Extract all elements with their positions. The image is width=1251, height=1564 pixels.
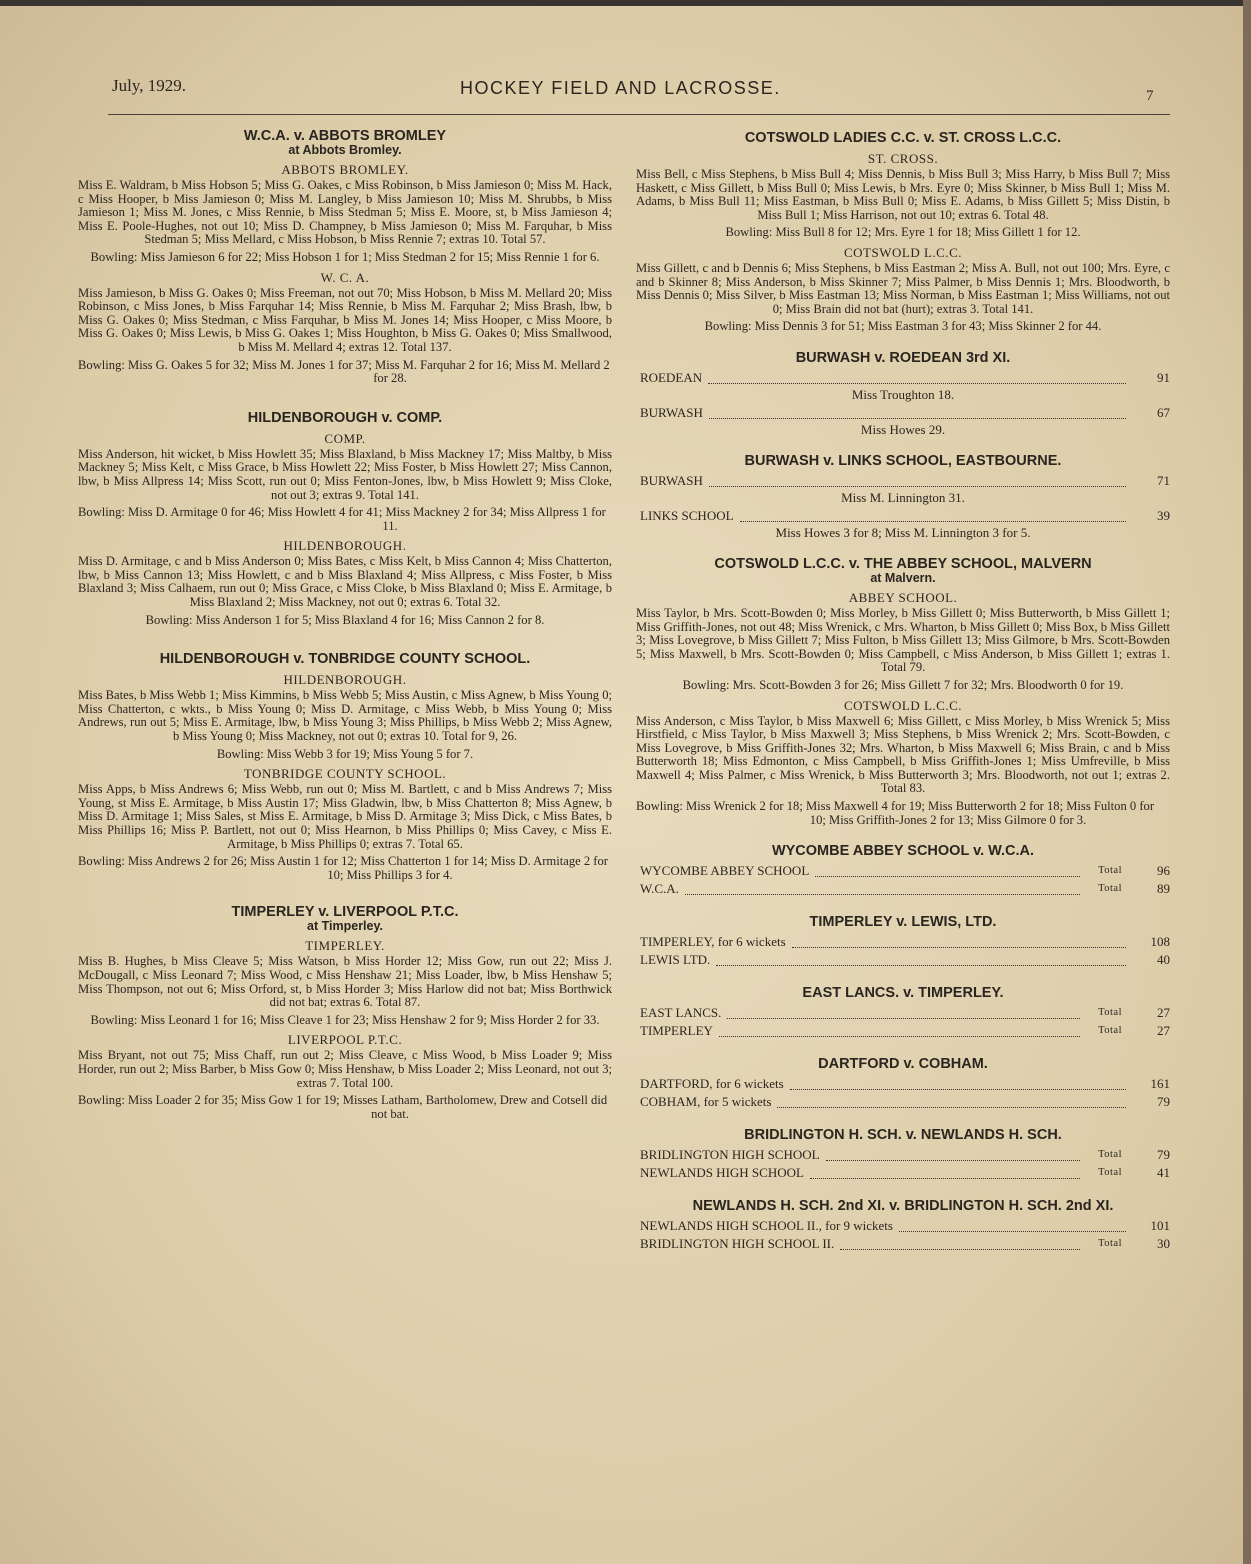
innings-text: Miss Taylor, b Mrs. Scott-Bowden 0; Miss Morley, b Miss Gillett 0; Miss Butterworth, b Miss Gillett 1; Miss Griffith-Jones, not out 48; Miss Wrenick, c Mrs. Wharton, b Miss Gillett 0; Miss Box, b Miss Gillett 3; Miss Lovegrove, b Miss Gillett 7; Miss Fulton, b Miss Gillett 13; Miss Gilmore, b Mrs. Scott-Bowden 5; Miss Maxwell, b Mrs. Scott-Bowden 0; Miss Campbell, c Miss Anderson, b Miss Gillett 1; extras 1. Total 79.: [636, 605, 1170, 675]
match-title: COTSWOLD L.C.C. v. THE ABBEY SCHOOL, MALVERN: [714, 555, 1092, 572]
match-title: BURWASH v. LINKS SCHOOL, EASTBOURNE.: [744, 452, 1062, 469]
team-heading: COMP.: [324, 430, 366, 446]
team-name: W.C.A.: [640, 881, 679, 897]
left-column: [78, 128, 612, 1137]
team-name: LEWIS LTD.: [640, 952, 711, 968]
team-heading: TONBRIDGE COUNTY SCHOOL.: [243, 766, 447, 782]
leader-dots: [740, 521, 1126, 522]
score-row: [636, 1093, 1170, 1111]
bowling-text: Bowling: Miss Dennis 3 for 51; Miss Eastman 3 for 43; Miss Skinner 2 for 44.: [704, 319, 1102, 334]
leader-dots: [792, 947, 1126, 948]
header-rule: [108, 114, 1170, 115]
team-heading: W. C. A.: [320, 269, 370, 285]
match-east-lancs-timperley: [636, 985, 1170, 1040]
match-timperley-liverpool: [78, 904, 612, 1121]
issue-date: July, 1929.: [112, 76, 186, 95]
team-name: NEWLANDS HIGH SCHOOL: [640, 1165, 804, 1181]
score-value: 89: [1157, 881, 1170, 897]
match-title: TIMPERLEY v. LEWIS, LTD.: [809, 914, 997, 931]
match-newlands-bridlington-2nd: [636, 1198, 1170, 1253]
innings-text: Miss Apps, b Miss Andrews 6; Miss Webb, run out 0; Miss M. Bartlett, c and b Miss Andrews 7; Miss Young, st Miss E. Armitage, b Miss Austin 17; Miss Gladwin, lbw, b Miss Chatterton 8; Miss Agnew, b Miss D. Armitage 1; Miss Sales, st Miss E. Armitage, b Miss D. Armitage 3; Miss Dick, c Miss Bates, b Miss Phillips 16; Miss P. Bartlett, not out 0; Miss Hearnon, b Miss Phillips 0; Miss Cavey, c Miss E. Armitage, b Miss Phillips 0; extras 7. Total 65.: [78, 782, 612, 851]
innings-text: Miss E. Waldram, b Miss Hobson 5; Miss G. Oakes, c Miss Robinson, b Miss Jamieson 0; Miss M. Hack, c Miss Hooper, b Miss Jamieson 0; Miss M. Langley, b Miss Jamieson 10; Miss M. Shrubbs, b Miss Jamieson 1; Miss M. Jones, c Miss Rennie, b Miss Stedman 5; Miss E. Moore, st, b Miss Jamieson 4; Miss E. Poole-Hughes, not out 10; Miss D. Champney, b Miss Jamieson 0; Miss M. Farquhar, b Miss Stedman 5; Miss Mellard, c Miss Hobson, b Miss Rennie 7; extras 10. Total 57.: [78, 178, 612, 247]
score-value: 30: [1157, 1236, 1170, 1252]
match-title: BRIDLINGTON H. SCH. v. NEWLANDS H. SCH.: [744, 1127, 1062, 1144]
score-value: 108: [1150, 934, 1170, 950]
bowling-text: Bowling: Miss Leonard 1 for 16; Miss Cleave 1 for 23; Miss Henshaw 2 for 9; Miss Horder 2 for 33.: [90, 1012, 600, 1027]
leader-dots: [810, 1178, 1080, 1179]
innings-text: Miss Bryant, not out 75; Miss Chaff, run out 2; Miss Cleave, c Miss Wood, b Miss Loader 9; Miss Horder, run out 2; Miss Barber, b Miss Gow 0; Miss Henshaw, b Miss Loader 2; Miss Leonard, not out 3; extras 7. Total 100.: [78, 1048, 612, 1090]
score-row: [636, 880, 1170, 898]
total-label: Total: [1098, 1007, 1122, 1019]
leader-dots: [826, 1160, 1080, 1161]
page-top-edge: [0, 0, 1251, 6]
score-row: [636, 1164, 1170, 1182]
team-name: ROEDEAN: [640, 369, 703, 385]
total-label: Total: [1098, 883, 1122, 895]
team-name: LINKS SCHOOL: [640, 507, 734, 523]
score-row: [636, 472, 1170, 490]
leader-dots: [727, 1018, 1080, 1019]
leader-dots: [777, 1107, 1126, 1108]
score-row: [636, 862, 1170, 880]
score-value: 40: [1157, 952, 1170, 968]
match-title: COTSWOLD LADIES C.C. v. ST. CROSS L.C.C.: [744, 130, 1062, 146]
magazine-title: HOCKEY FIELD AND LACROSSE.: [460, 78, 781, 98]
match-title: W.C.A. v. ABBOTS BROMLEY: [243, 128, 447, 144]
team-name: DARTFORD, for 6 wickets: [640, 1076, 784, 1092]
leader-dots: [815, 876, 1080, 877]
match-wycombe-wca: [636, 843, 1170, 898]
team-heading: HILDENBOROUGH.: [283, 538, 407, 554]
bowling-text: Bowling: Miss Andrews 2 for 26; Miss Austin 1 for 12; Miss Chatterton 1 for 14; Miss D. Armitage 2 for 10; Miss Phillips 3 for 4.: [78, 854, 608, 882]
bowling-text: Bowling: Miss Anderson 1 for 5; Miss Blaxland 4 for 16; Miss Cannon 2 for 8.: [145, 612, 545, 627]
bowling-text: Bowling: Miss G. Oakes 5 for 32; Miss M. Jones 1 for 37; Miss M. Farquhar 2 for 16; Miss M. Mellard 2 for 28.: [78, 357, 610, 386]
leader-dots: [709, 418, 1126, 419]
score-value: 79: [1157, 1147, 1170, 1163]
score-value: 27: [1157, 1005, 1170, 1021]
team-heading: COTSWOLD L.C.C.: [844, 244, 962, 260]
score-row: [636, 1075, 1170, 1093]
match-cotswold-abbey-school: [636, 556, 1170, 827]
score-row: [636, 507, 1170, 525]
leader-dots: [708, 383, 1126, 384]
score-row: [636, 369, 1170, 387]
match-bridlington-newlands: [636, 1127, 1170, 1182]
match-venue: at Timperley.: [307, 919, 383, 934]
match-burwash-links: [636, 453, 1170, 540]
bowling-text: Bowling: Mrs. Scott-Bowden 3 for 26; Miss Gillett 7 for 32; Mrs. Bloodworth 0 for 19.: [682, 677, 1124, 692]
team-name: TIMPERLEY: [640, 1023, 713, 1039]
bowling-text: Bowling: Miss Bull 8 for 12; Mrs. Eyre 1 for 18; Miss Gillett 1 for 12.: [725, 225, 1081, 240]
team-name: EAST LANCS.: [640, 1005, 722, 1021]
team-name: TIMPERLEY, for 6 wickets: [640, 934, 786, 950]
team-name: WYCOMBE ABBEY SCHOOL: [640, 863, 810, 879]
bowling-text: Bowling: Miss Wrenick 2 for 18; Miss Maxwell 4 for 19; Miss Butterworth 2 for 18; Miss Fulton 0 for 10; Miss Griffith-Jones 2 for 13; Miss Gilmore 0 for 3.: [636, 799, 1155, 827]
score-row: [636, 1022, 1170, 1040]
leader-dots: [685, 894, 1080, 895]
innings-text: Miss Jamieson, b Miss G. Oakes 0; Miss Freeman, not out 70; Miss Hobson, b Miss M. Mellard 20; Miss Robinson, c Miss Jones, b Miss Farquhar 14; Miss Rennie, b Miss M. Farquhar 2; Miss Brash, lbw, b Miss G. Oakes 0; Miss Stedman, c Miss Farquhar, b Miss M. Jones 14; Miss Hooper, c Miss Moore, b Miss G. Oakes 0; Miss Lewis, b Miss G. Oakes 1; Miss Houghton, b Miss G. Oakes 0; Miss Smallwood, b Miss M. Mellard 4; extras 12. Total 137.: [78, 285, 612, 354]
team-name: NEWLANDS HIGH SCHOOL II., for 9 wickets: [640, 1218, 893, 1234]
innings-text: Miss D. Armitage, c and b Miss Anderson 0; Miss Bates, c Miss Kelt, b Miss Cannon 4; Miss Chatterton, lbw, b Miss Cannon 13; Miss Howlett, c and b Miss Blaxland 4; Miss Allpress, c Miss Foster, b Miss Blaxland 3; Miss Calhaem, run out 0; Miss Grace, c Miss Cloke, b Miss Blaxland 0; Miss E. Armitage, b Miss Blaxland 2; Miss Mackney, not out 0; extras 6. Total 32.: [78, 554, 612, 610]
match-hildenborough-comp: [78, 410, 612, 628]
total-label: Total: [1098, 865, 1122, 877]
page-number: 7: [1146, 88, 1154, 104]
match-title: DARTFORD v. COBHAM.: [818, 1056, 988, 1073]
team-name: BRIDLINGTON HIGH SCHOOL: [640, 1147, 820, 1163]
innings-text: Miss Anderson, hit wicket, b Miss Howlett 35; Miss Blaxland, b Miss Mackney 17; Miss Maltby, b Miss Mackney 5; Miss Kelt, c Miss Grace, b Miss Howlett 22; Miss Foster, b Miss Howlett 27; Miss Cannon, lbw, b Miss Allpress 14; Miss Scott, run out 0; Miss Fenton-Jones, lbw, b Miss Howlett 9; Miss Cloke, not out 3; extras 9. Total 141.: [78, 446, 612, 502]
team-heading: HILDENBOROUGH.: [283, 672, 407, 688]
team-heading: ABBOTS BROMLEY.: [281, 162, 409, 177]
match-timperley-lewis: [636, 914, 1170, 969]
score-value: 39: [1157, 507, 1170, 523]
innings-text: Miss Gillett, c and b Dennis 6; Miss Stephens, b Miss Eastman 2; Miss A. Bull, not out 100; Mrs. Eyre, c and b Skinner 8; Miss Anderson, b Miss Skinner 7; Miss Palmer, b Miss Dennis 1; Mrs. Bloodworth, b Miss Dennis 0; Miss Silver, b Miss Eastman 13; Miss Norman, b Miss Eastman 1; Miss Williams, not out 0; Miss Brain did not bat (hurt); extras 3. Total 141.: [636, 260, 1170, 316]
match-title: WYCOMBE ABBEY SCHOOL v. W.C.A.: [771, 843, 1035, 860]
score-value: 41: [1157, 1165, 1170, 1181]
team-name: COBHAM, for 5 wickets: [640, 1094, 772, 1110]
team-name: BURWASH: [640, 404, 703, 420]
match-title: HILDENBOROUGH v. TONBRIDGE COUNTY SCHOOL.: [159, 651, 531, 668]
match-title: NEWLANDS H. SCH. 2nd XI. v. BRIDLINGTON H. SCH. 2nd XI.: [692, 1198, 1114, 1215]
bowling-text: Bowling: Miss Loader 2 for 35; Miss Gow 1 for 19; Misses Latham, Bartholomew, Drew and Cotsell did not bat.: [78, 1093, 608, 1121]
score-row: [636, 404, 1170, 422]
bowling-text: Bowling: Miss Jamieson 6 for 22; Miss Hobson 1 for 1; Miss Stedman 2 for 15; Miss Rennie 1 for 6.: [90, 249, 600, 264]
leader-dots: [840, 1249, 1080, 1250]
score-value: 161: [1150, 1076, 1170, 1092]
score-note: Miss Howes 29.: [860, 421, 946, 437]
team-heading: ABBEY SCHOOL.: [848, 589, 958, 605]
team-name: BRIDLINGTON HIGH SCHOOL II.: [640, 1236, 835, 1252]
leader-dots: [709, 486, 1126, 487]
score-note: Miss M. Linnington 31.: [841, 489, 965, 505]
innings-text: Miss B. Hughes, b Miss Cleave 5; Miss Watson, b Miss Horder 12; Miss Gow, run out 22; Miss J. McDougall, c Miss Leonard 7; Miss Wood, c Miss Henshaw 21; Miss Loader, lbw, b Miss Henshaw 5; Miss Thompson, not out 6; Miss Orford, st, b Miss Horder 3; Miss Harlow did not bat; Miss Borthwick did not bat; extras 6. Total 87.: [78, 954, 612, 1010]
match-burwash-roedean: [636, 350, 1170, 437]
score-value: 27: [1157, 1023, 1170, 1039]
bowling-text: Bowling: Miss D. Armitage 0 for 46; Miss Howlett 4 for 41; Miss Mackney 2 for 34; Miss Allpress 1 for 11.: [78, 505, 606, 533]
score-row: [636, 1217, 1170, 1235]
total-label: Total: [1098, 1167, 1122, 1179]
score-value: 71: [1157, 472, 1170, 488]
innings-text: Miss Bell, c Miss Stephens, b Miss Bull 4; Miss Dennis, b Miss Bull 3; Miss Harry, b Miss Bull 7; Miss Haskett, c Miss Gillett, b Miss Bull 0; Miss Lewis, b Mrs. Eyre 0; Miss Skinner, b Miss Bull 1; Miss M. Adams, b Miss Bull 11; Miss Eastman, b Miss Bull 0; Miss E. Adams, b Miss Gillett 5; Miss Distin, b Miss Bull 1; Miss Harrison, not out 10; extras 6. Total 48.: [636, 167, 1170, 222]
score-row: [636, 1146, 1170, 1164]
leader-dots: [899, 1231, 1126, 1232]
score-row: [636, 1235, 1170, 1253]
score-note: Miss Howes 3 for 8; Miss M. Linnington 3 for 5.: [775, 524, 1031, 540]
match-cotswold-st-cross: [636, 130, 1170, 334]
match-wca-abbots-bromley: [78, 128, 612, 386]
total-label: Total: [1098, 1238, 1122, 1250]
leader-dots: [716, 965, 1126, 966]
innings-text: Miss Bates, b Miss Webb 1; Miss Kimmins, b Miss Webb 5; Miss Austin, c Miss Agnew, b Miss Young 0; Miss Chatterton, c wkts., b Miss Young 0; Miss D. Armitage, c Miss Webb, b Miss Young 0; Miss Andrews, run out 5; Miss E. Armitage, lbw, b Miss Young 3; Miss Phillips, b Miss Webb 2; Miss Agnew, b Miss Young 0; Miss Mackney, not out 0; extras 10. Total for 9, 26.: [78, 688, 612, 744]
score-row: [636, 1004, 1170, 1022]
score-value: 96: [1157, 863, 1170, 879]
score-row: [636, 933, 1170, 951]
match-title: TIMPERLEY v. LIVERPOOL P.T.C.: [231, 904, 459, 921]
match-title: BURWASH v. ROEDEAN 3rd XI.: [795, 349, 1011, 366]
total-label: Total: [1098, 1149, 1122, 1161]
score-row: [636, 951, 1170, 969]
score-value: 67: [1157, 404, 1170, 420]
team-heading: TIMPERLEY.: [305, 938, 385, 954]
match-title: EAST LANCS. v. TIMPERLEY.: [802, 985, 1004, 1002]
score-value: 79: [1157, 1094, 1170, 1110]
leader-dots: [719, 1036, 1080, 1037]
bowling-text: Bowling: Miss Webb 3 for 19; Miss Young 5 for 7.: [216, 746, 474, 761]
score-value: 101: [1150, 1218, 1170, 1234]
match-venue: at Malvern.: [870, 570, 936, 585]
team-heading: ST. CROSS.: [867, 151, 939, 166]
page-right-edge: [1243, 0, 1251, 1564]
total-label: Total: [1098, 1025, 1122, 1037]
team-heading: LIVERPOOL P.T.C.: [287, 1032, 403, 1048]
innings-text: Miss Anderson, c Miss Taylor, b Miss Maxwell 6; Miss Gillett, c Miss Morley, b Miss Wrenick 5; Miss Hirstfield, c Miss Taylor, b Miss Maxwell 3; Miss Stephens, b Miss Wrenick 2; Mrs. Scott-Bowden, c Miss Lovegrove, b Miss Griffith-Jones 32; Mrs. Wharton, b Miss Maxwell 6; Miss Brain, c and b Miss Butterworth 18; Miss Edmonton, c Miss Campbell, b Miss Griffith-Jones 1; Miss Umfreville, b Miss Maxwell 4; Miss Palmer, c Miss Wrenick, b Miss Butterworth 3; Mrs. Bloodworth, not out 1; extras 2. Total 83.: [636, 713, 1170, 796]
leader-dots: [790, 1089, 1126, 1090]
score-note: Miss Troughton 18.: [851, 386, 955, 402]
match-dartford-cobham: [636, 1056, 1170, 1111]
match-hildenborough-tonbridge: [78, 651, 612, 882]
team-heading: COTSWOLD L.C.C.: [844, 697, 962, 713]
match-title: HILDENBOROUGH v. COMP.: [247, 409, 443, 426]
right-column: [636, 130, 1170, 1269]
match-venue: at Abbots Bromley.: [288, 143, 402, 157]
score-value: 91: [1157, 369, 1170, 385]
team-name: BURWASH: [640, 472, 703, 488]
